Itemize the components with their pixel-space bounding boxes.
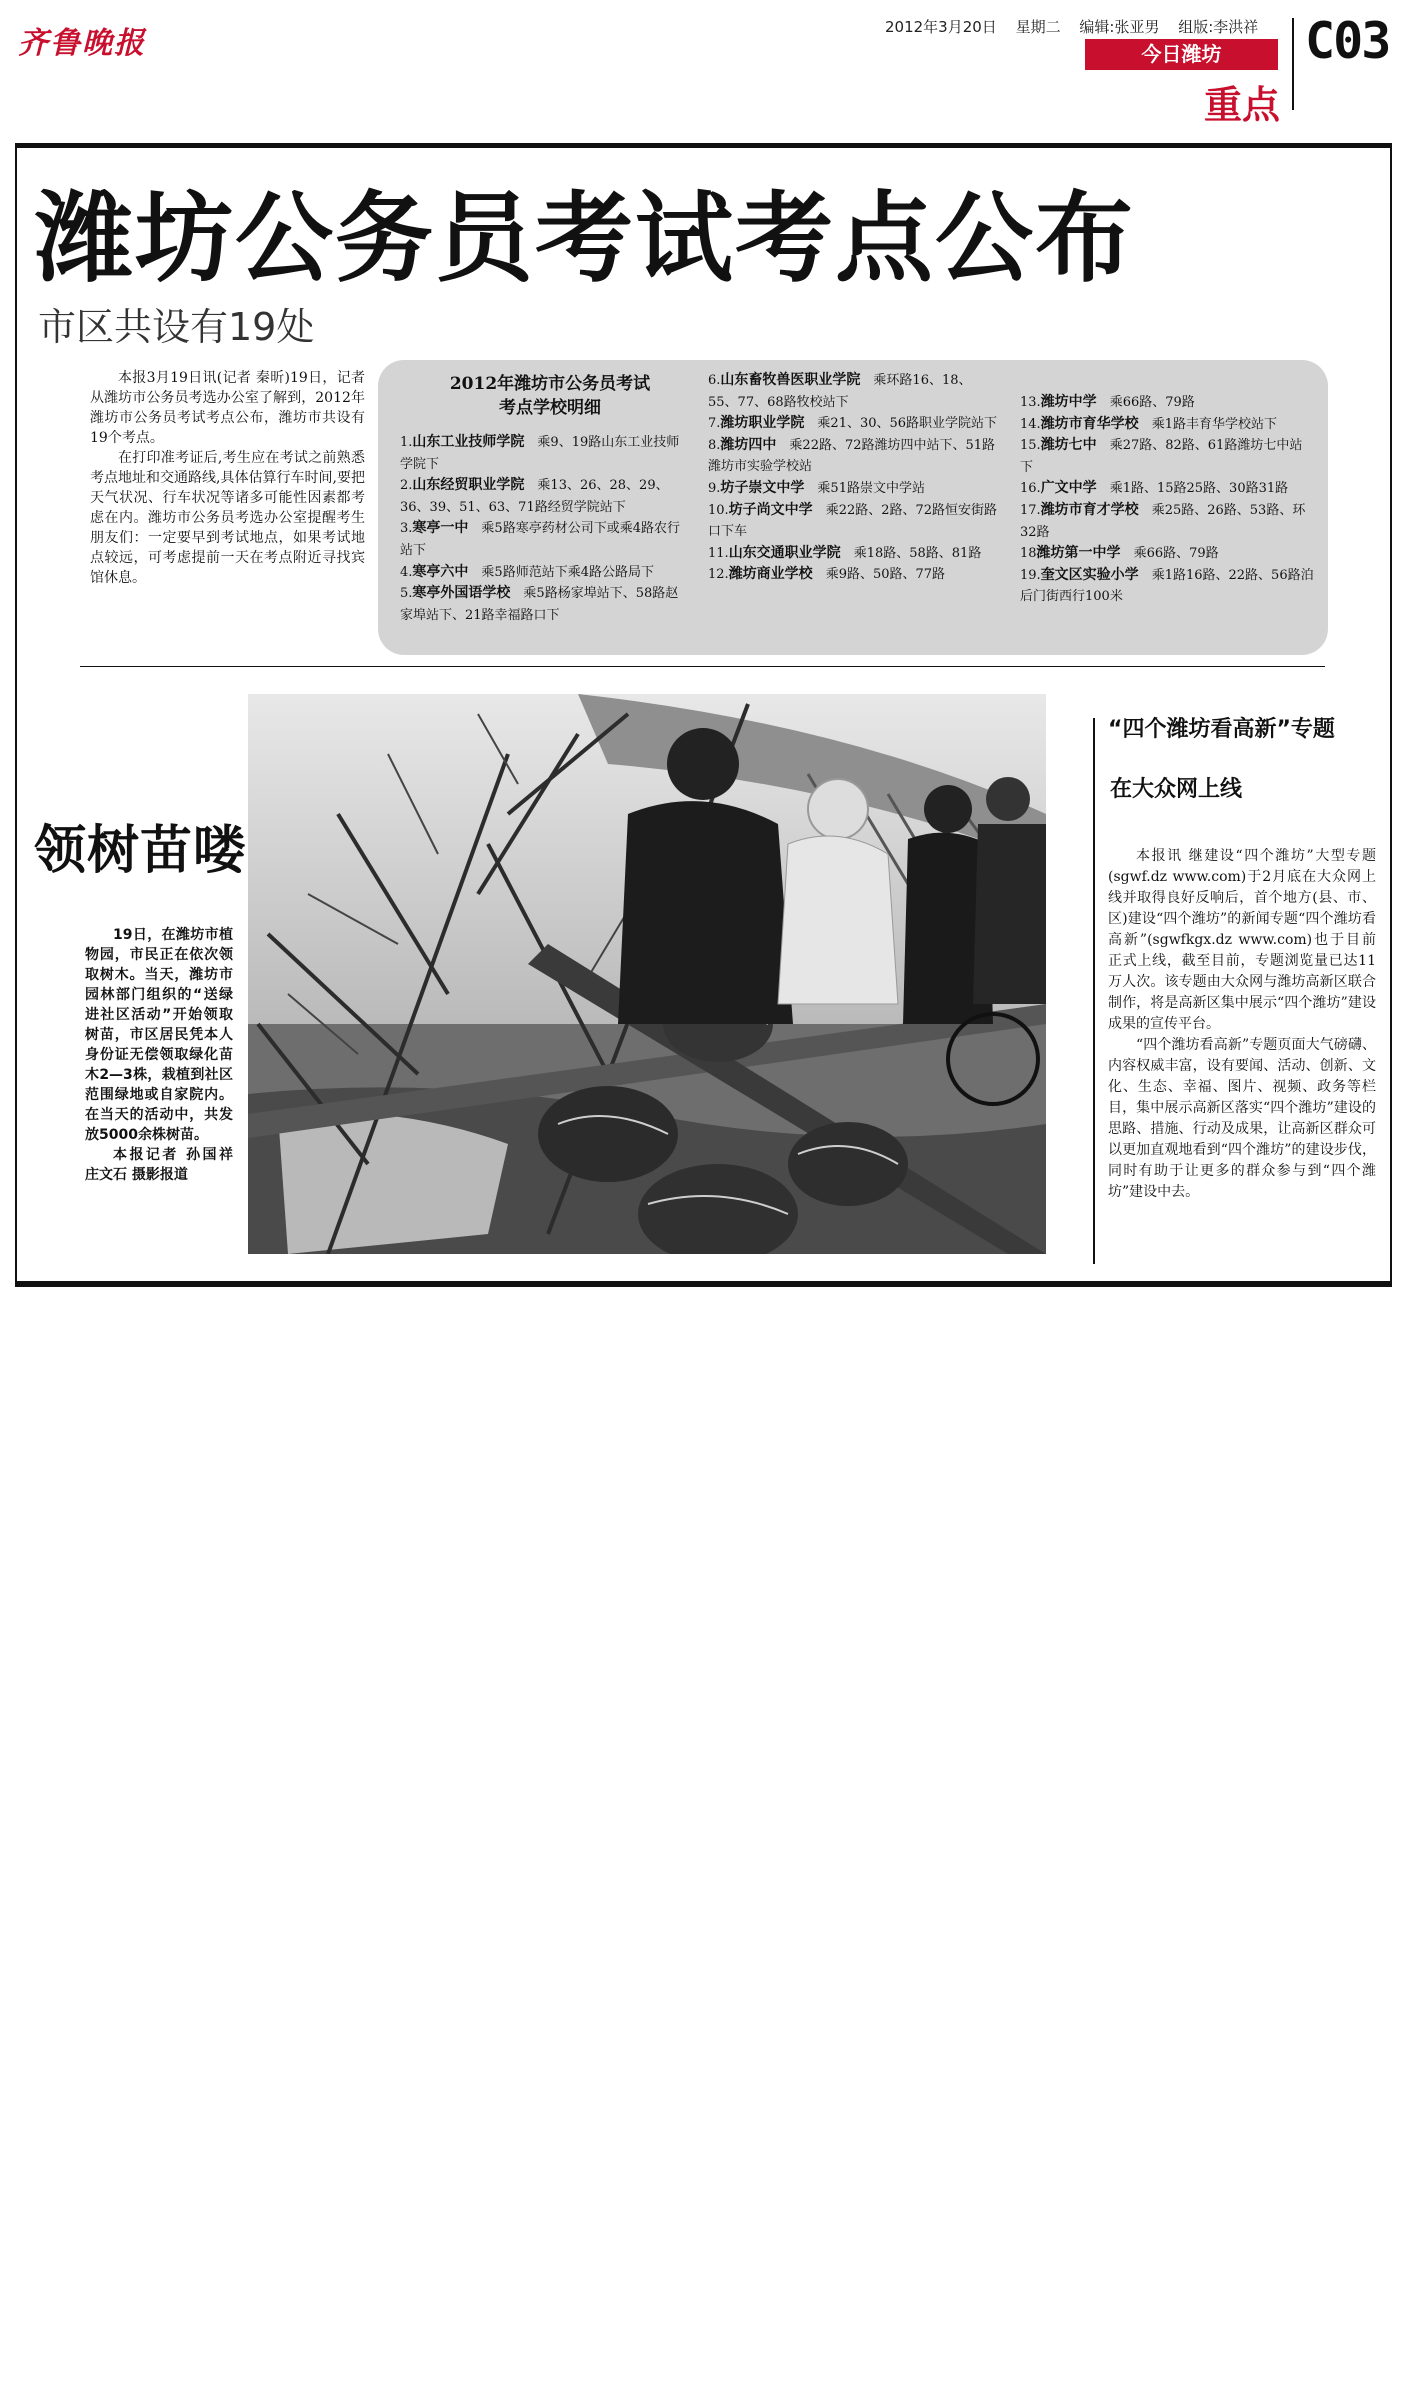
exam-site-item (1020, 435, 1315, 478)
exam-site-name: 潍坊市育华学校 (1040, 415, 1139, 432)
photo-credit: 本报记者 孙国祥 庄文石 摄影报道 (85, 1147, 233, 1183)
exam-site-number: 6. (708, 373, 721, 388)
side-article-rule (1093, 718, 1095, 1264)
sites-column-3 (1020, 392, 1315, 608)
exam-site-number: 13. (1020, 395, 1041, 410)
dateline (885, 16, 1272, 37)
frame-left-rule (15, 143, 17, 1286)
exam-site-route: 乘25路、26路、53路、环32路 (1020, 502, 1306, 540)
exam-site-route: 乘21、30、56路职业学院站下 (817, 416, 998, 432)
editor-credit: 编辑:张亚男 (1079, 18, 1160, 36)
sites-column-2 (708, 370, 1001, 586)
exam-site-item (400, 583, 690, 626)
exam-site-name: 潍坊四中 (720, 436, 777, 453)
exam-site-number: 14. (1020, 416, 1041, 432)
section-divider (80, 666, 1325, 667)
lead-paragraph: 本报3月19日讯(记者 秦昕)19日，记者从潍坊市公务员考选办公室了解到，2012年潍坊市公务员考试考点公布，潍坊市共设有19个考点。 (90, 370, 365, 446)
exam-site-route: 乘27路、82路、61路潍坊七中站下 (1020, 438, 1303, 475)
exam-site-item (400, 562, 690, 584)
exam-site-name: 山东交通职业学院 (728, 544, 841, 561)
exam-site-route: 乘18路、58路、81路 (853, 545, 982, 561)
exam-site-route: 乘13、26、28、29、36、39、51、63、71路经贸学院站下 (400, 478, 669, 515)
exam-site-item (708, 500, 1001, 543)
exam-site-number: 10. (708, 502, 729, 518)
issue-date: 2012年3月20日 (885, 18, 997, 36)
box-title-line2: 考点学校明细 (499, 398, 601, 418)
exam-site-name: 山东工业技师学院 (412, 434, 525, 450)
exam-site-name: 潍坊中学 (1040, 394, 1097, 410)
exam-site-item (708, 413, 1001, 435)
exam-site-item (1020, 414, 1315, 436)
exam-site-number: 2. (400, 478, 413, 494)
exam-site-name: 潍坊市育才学校 (1040, 501, 1139, 518)
exam-site-item (1020, 478, 1315, 500)
exam-site-name: 山东经贸职业学院 (412, 477, 525, 494)
box-title-line1: 2012年潍坊市公务员考试 (449, 374, 651, 394)
box-title (400, 372, 700, 420)
exam-site-name: 山东畜牧兽医职业学院 (720, 372, 861, 388)
newspaper-logo: 齐鲁晚报 (18, 26, 146, 61)
subheadline: 市区共设有19处 (38, 305, 315, 349)
exam-site-item (1020, 543, 1315, 565)
exam-site-name: 寒亭外国语学校 (412, 585, 511, 602)
exam-site-number: 12. (708, 567, 729, 583)
lead-article (90, 368, 365, 588)
frame-right-rule (1390, 143, 1392, 1286)
exam-site-item (708, 478, 1001, 500)
exam-site-item (708, 435, 1001, 478)
exam-site-item (400, 432, 690, 475)
lead-paragraph: 在打印准考证后,考生应在考试之前熟悉考点地址和交通路线,具体估算行车时间,要把天气状况、行车状况等诸多可能性因素都考虑在内。潍坊市公务员考选办公室提醒考生朋友们：一定要早到考试地点，如果考试地点较远，可考虑提前一天在考点附近寻找宾馆休息。 (90, 450, 365, 586)
exam-site-item (708, 564, 1001, 586)
side-article-title: “四个潍坊看高新”专题 (1108, 717, 1335, 742)
exam-site-number: 11. (708, 545, 729, 561)
side-article-body (1108, 846, 1376, 1203)
exam-site-name: 寒亭六中 (412, 563, 469, 580)
exam-site-name: 潍坊商业学校 (728, 566, 813, 583)
photo-caption (85, 925, 233, 1185)
exam-site-route: 乘66路、79路 (1109, 395, 1195, 410)
exam-site-item (400, 518, 690, 561)
exam-site-item (1020, 500, 1315, 543)
exam-site-route: 乘9路、50路、77路 (825, 567, 946, 583)
exam-site-number: 16. (1020, 481, 1041, 497)
subsection-label: 重点 (1203, 83, 1280, 127)
exam-site-route: 乘5路杨家埠站下、58路赵家埠站下、21路幸福路口下 (400, 586, 679, 623)
exam-site-number: 15. (1020, 438, 1041, 454)
exam-site-item (708, 370, 1001, 413)
exam-site-number: 3. (400, 521, 413, 537)
exam-site-route: 乘1路、15路25路、30路31路 (1109, 481, 1289, 497)
exam-site-number: 9. (708, 480, 721, 496)
exam-site-number: 5. (400, 586, 413, 602)
exam-site-route: 乘51路崇文中学站 (817, 480, 925, 496)
photo-story-title: 领树苗喽 (34, 821, 247, 881)
exam-site-route: 乘5路寒亭药材公司下或乘4路农行站下 (400, 521, 680, 558)
headline: 潍坊公务员考试考点公布 (35, 182, 1136, 296)
exam-site-route: 乘22路、2路、72路恒安街路口下车 (708, 502, 998, 540)
exam-site-name: 坊子崇文中学 (720, 479, 805, 496)
exam-site-name: 寒亭一中 (412, 520, 469, 537)
section-label: 今日潍坊 (1085, 39, 1278, 70)
exam-site-route: 乘9、19路山东工业技师学院下 (400, 435, 680, 472)
exam-site-route: 乘5路师范站下乘4路公路局下 (481, 564, 654, 580)
caption-paragraph: 19日，在潍坊市植物园，市民正在依次领取树木。当天，潍坊市园林部门组织的“送绿进社区活动”开始领取树苗，市区居民凭本人身份证无偿领取绿化苗木2—3株，栽植到社区范围绿地或自家院内。在当天的活动中，共发放5000余株树苗。 (85, 927, 233, 1143)
exam-site-route: 乘1路16路、22路、56路泊后门街西行100米 (1020, 567, 1314, 605)
exam-site-route: 乘1路丰育华学校站下 (1151, 416, 1277, 432)
exam-site-number: 17. (1020, 502, 1041, 518)
exam-site-number: 19. (1020, 567, 1041, 583)
frame-top-rule (15, 143, 1392, 148)
layout-credit: 组版:李洪祥 (1178, 18, 1259, 36)
exam-site-name: 潍坊第一中学 (1036, 545, 1121, 562)
photo-illustration (248, 694, 1046, 1254)
exam-site-route: 乘22路、72路潍坊四中站下、51路潍坊市实验学校站 (708, 437, 996, 475)
exam-site-name: 坊子尚文中学 (728, 501, 813, 518)
exam-site-item (1020, 565, 1315, 608)
sites-column-1 (400, 432, 690, 626)
page-number: C03 (1305, 12, 1390, 70)
exam-site-route: 乘66路、79路 (1133, 546, 1219, 562)
exam-site-name: 潍坊职业学院 (720, 415, 805, 432)
weekday: 星期二 (1015, 18, 1061, 36)
exam-site-route: 乘环路16、18、55、77、68路牧校站下 (708, 373, 972, 410)
side-article-paragraph: 本报讯 继建设“四个潍坊”大型专题(sgwf.dz www.com)于2月底在大众网上线并取得良好反响后，首个地方(县、市、区)建设“四个潍坊”的新闻专题“四个潍坊看高新”(sgwfkgx.dz www.com)也于目前正式上线，截至目前，专题浏览量已达11万人次。该专题由大众网与潍坊高新区联合制作，将是高新区集中展示“四个潍坊”建设成果的宣传平台。 (1108, 848, 1376, 1032)
exam-site-name: 奎文区实验小学 (1040, 566, 1139, 583)
exam-site-number: 1. (400, 435, 413, 450)
exam-site-name: 潍坊七中 (1040, 437, 1097, 454)
exam-site-number: 8. (708, 437, 721, 453)
side-article-subtitle: 在大众网上线 (1110, 777, 1243, 802)
exam-site-name: 广文中学 (1040, 480, 1097, 497)
frame-bottom-rule (15, 1281, 1392, 1287)
exam-site-number: 4. (400, 564, 413, 580)
masthead-divider (1292, 18, 1294, 110)
exam-site-item (1020, 392, 1315, 414)
exam-site-number: 18 (1020, 546, 1037, 562)
news-photo (248, 694, 1046, 1254)
exam-site-item (400, 475, 690, 518)
exam-site-item (708, 543, 1001, 565)
side-article-paragraph: “四个潍坊看高新”专题页面大气磅礴、内容权威丰富，设有要闻、活动、创新、文化、生态、幸福、图片、视频、政务等栏目，集中展示高新区落实“四个潍坊”建设的思路、措施、行动及成果，让高新区群众可以更加直观地看到“四个潍坊”的建设步伐，同时有助于让更多的群众参与到“四个潍坊”建设中去。 (1108, 1037, 1376, 1200)
exam-site-number: 7. (708, 416, 721, 432)
